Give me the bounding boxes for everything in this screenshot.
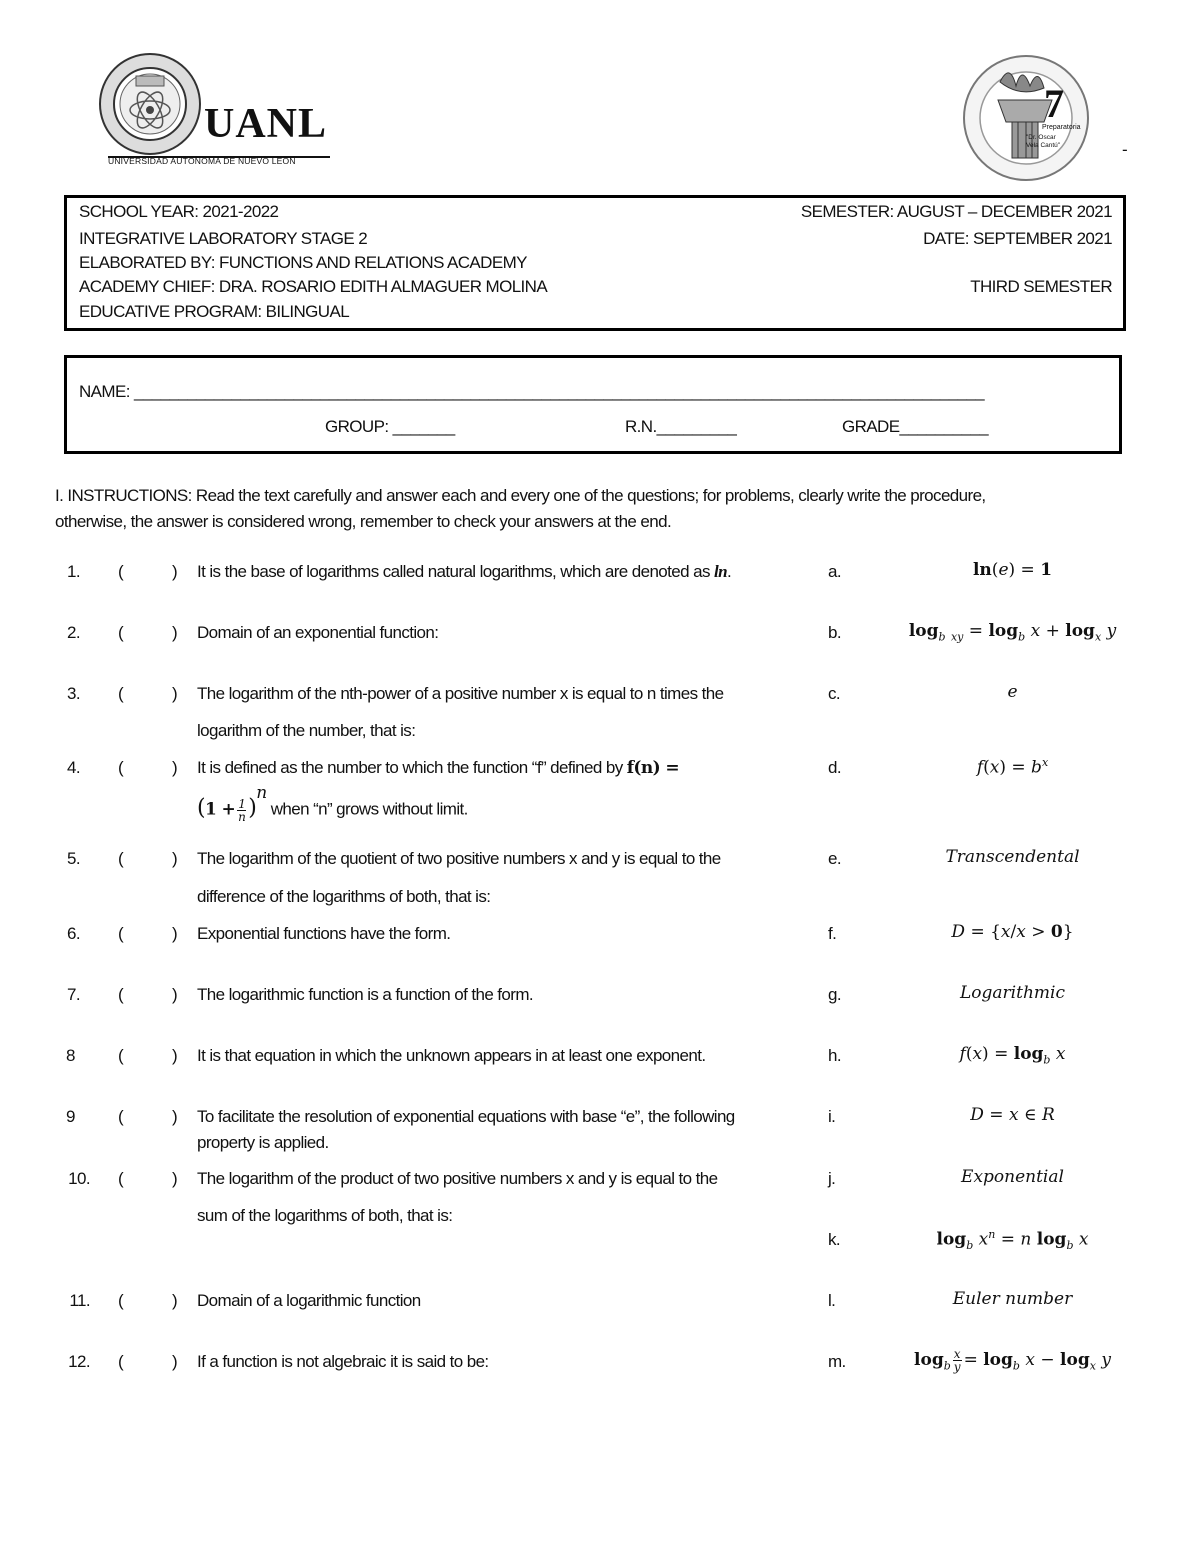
question-text: It is defined as the number to which the function “f” defined by f(n) = [197, 758, 680, 778]
paren-close[interactable]: ) [172, 562, 178, 581]
prepa-number: 7 [1044, 81, 1064, 126]
educative-program: EDUCATIVE PROGRAM: BILINGUAL [79, 302, 350, 321]
question-text-line-2: sum of the logarithms of both, that is: [197, 1206, 453, 1225]
answer-letter: i. [828, 1107, 836, 1126]
answer-j: Exponential [961, 1167, 1064, 1187]
paren-close[interactable]: ) [172, 623, 178, 642]
answer-i: D = x ∈ R [970, 1105, 1055, 1125]
answer-h: $f(x) = \log_b x$ [959, 1044, 1066, 1067]
question-number: 10. [68, 1169, 90, 1188]
question-number: 11. [69, 1291, 90, 1310]
answer-f: D = {x/x > 0} [951, 922, 1074, 942]
answer-b: $\log_b _{xy} = \log_b x + \log_x y$ [908, 621, 1117, 644]
question-text: If a function is not algebraic it is said to be: [197, 1352, 489, 1371]
paren-open[interactable]: ( [118, 1352, 124, 1371]
answer-letter: l. [828, 1291, 836, 1310]
paren-close[interactable]: ) [172, 758, 178, 777]
paren-close[interactable]: ) [172, 985, 178, 1004]
school-year: SCHOOL YEAR: 2021-2022 [79, 202, 279, 221]
question-text: The logarithm of the product of two positive numbers x and y is equal to the [197, 1169, 718, 1188]
question-text: It is that equation in which the unknown appears in at least one exponent. [197, 1046, 706, 1065]
question-number: 3. [67, 684, 80, 703]
question-text: Domain of an exponential function: [197, 623, 439, 642]
lab-stage: INTEGRATIVE LABORATORY STAGE 2 [79, 229, 368, 248]
answer-d: $f(x) = b^x$ [976, 756, 1049, 778]
question-number: 1. [67, 562, 80, 581]
academy-chief: ACADEMY CHIEF: DRA. ROSARIO EDITH ALMAGUER MOLINA [79, 277, 548, 296]
paren-open[interactable]: ( [118, 684, 124, 703]
answer-l: Euler number [952, 1289, 1073, 1309]
answer-letter: d. [828, 758, 841, 777]
paren-close[interactable]: ) [172, 924, 178, 943]
student-info-box [64, 355, 1122, 454]
uanl-logo [98, 52, 338, 167]
paren-close[interactable]: ) [172, 1107, 178, 1126]
answer-letter: h. [828, 1046, 841, 1065]
question-text: Exponential functions have the form. [197, 924, 451, 943]
uanl-seal-icon [98, 52, 202, 156]
group-field[interactable]: GROUP: _______ [325, 417, 455, 436]
paren-close[interactable]: ) [172, 1352, 178, 1371]
prepa-person: "Dr. Oscar Vela Cantú" [1026, 134, 1061, 149]
answer-letter: b. [828, 623, 841, 642]
uanl-subtitle: UNIVERSIDAD AUTÓNOMA DE NUEVO LEÓN [108, 156, 296, 166]
prepa7-logo [960, 52, 1092, 184]
paren-open[interactable]: ( [118, 1169, 124, 1188]
name-field[interactable]: NAME: ________________________________________________________________________________________________ [79, 382, 985, 401]
question-number: 9 [66, 1107, 75, 1126]
question-text-line-2: logarithm of the number, that is: [197, 721, 416, 740]
torch-emblem-icon [960, 52, 1092, 184]
question-text: The logarithmic function is a function of the form. [197, 985, 534, 1004]
answer-letter: g. [828, 985, 841, 1004]
paren-open[interactable]: ( [118, 985, 124, 1004]
answer-e: Transcendental [945, 847, 1080, 867]
instructions-line-2: otherwise, the answer is considered wrong, remember to check your answers at the end. [55, 512, 672, 531]
paren-open[interactable]: ( [118, 924, 124, 943]
paren-open[interactable]: ( [118, 1107, 124, 1126]
paren-close[interactable]: ) [172, 1291, 178, 1310]
prepa-name: Preparatoria [1042, 124, 1081, 131]
answer-letter: a. [828, 562, 841, 581]
question-number: 12. [68, 1352, 90, 1371]
third-semester: THIRD SEMESTER [970, 277, 1112, 296]
date: DATE: SEPTEMBER 2021 [923, 229, 1112, 248]
question-number: 8 [66, 1046, 75, 1065]
instructions-line-1: I. INSTRUCTIONS: Read the text carefully and answer each and every one of the questions; for problems, clearly write the procedure, [55, 486, 986, 505]
stray-mark: - [1122, 140, 1128, 159]
question-text: The logarithm of the nth-power of a positive number x is equal to n times the [197, 684, 724, 703]
paren-close[interactable]: ) [172, 849, 178, 868]
semester: SEMESTER: AUGUST – DECEMBER 2021 [800, 202, 1112, 221]
question-text: The logarithm of the quotient of two positive numbers x and y is equal to the [197, 849, 721, 868]
answer-letter: c. [828, 684, 841, 703]
answer-a: ln(e) = 1 [972, 560, 1053, 580]
paren-open[interactable]: ( [118, 849, 124, 868]
grade-field[interactable]: GRADE__________ [842, 417, 989, 436]
question-text-line-2: property is applied. [197, 1133, 329, 1152]
question-text-line-2: difference of the logarithms of both, that is: [197, 887, 491, 906]
paren-open[interactable]: ( [118, 623, 124, 642]
uanl-wordmark: UANL [204, 101, 328, 147]
paren-open[interactable]: ( [118, 1046, 124, 1065]
question-text-line-2: (1 + $\frac{1}{n}$ )$^n$ when “n” grows without limit. [197, 783, 468, 824]
question-number: 5. [67, 849, 80, 868]
paren-close[interactable]: ) [172, 1046, 178, 1065]
answer-c: e [1007, 682, 1018, 702]
answer-m: $\log_b$ $\frac{x}{y}$ = $\log_b x - \log_x y$ [914, 1347, 1111, 1374]
question-text: Domain of a logarithmic function [197, 1291, 421, 1310]
paren-close[interactable]: ) [172, 684, 178, 703]
question-text: It is the base of logarithms called natural logarithms, which are denoted as ln. [197, 562, 732, 581]
elaborated-by: ELABORATED BY: FUNCTIONS AND RELATIONS ACADEMY [79, 253, 527, 272]
answer-letter: e. [828, 849, 841, 868]
answer-letter: k. [828, 1230, 841, 1249]
paren-open[interactable]: ( [118, 758, 124, 777]
rn-field[interactable]: R.N._________ [625, 417, 737, 436]
paren-close[interactable]: ) [172, 1169, 178, 1188]
question-number: 4. [67, 758, 80, 777]
question-number: 6. [67, 924, 80, 943]
answer-letter: f. [828, 924, 837, 943]
answer-k: $\log_b x^n = n$ $\log_b x$ [936, 1228, 1089, 1253]
paren-open[interactable]: ( [118, 562, 124, 581]
answer-g: Logarithmic [960, 983, 1065, 1003]
question-number: 2. [67, 623, 80, 642]
answer-letter: j. [828, 1169, 836, 1188]
question-number: 7. [67, 985, 80, 1004]
paren-open[interactable]: ( [118, 1291, 124, 1310]
answer-letter: m. [828, 1352, 846, 1371]
question-text: To facilitate the resolution of exponential equations with base “e”, the following [197, 1107, 735, 1126]
